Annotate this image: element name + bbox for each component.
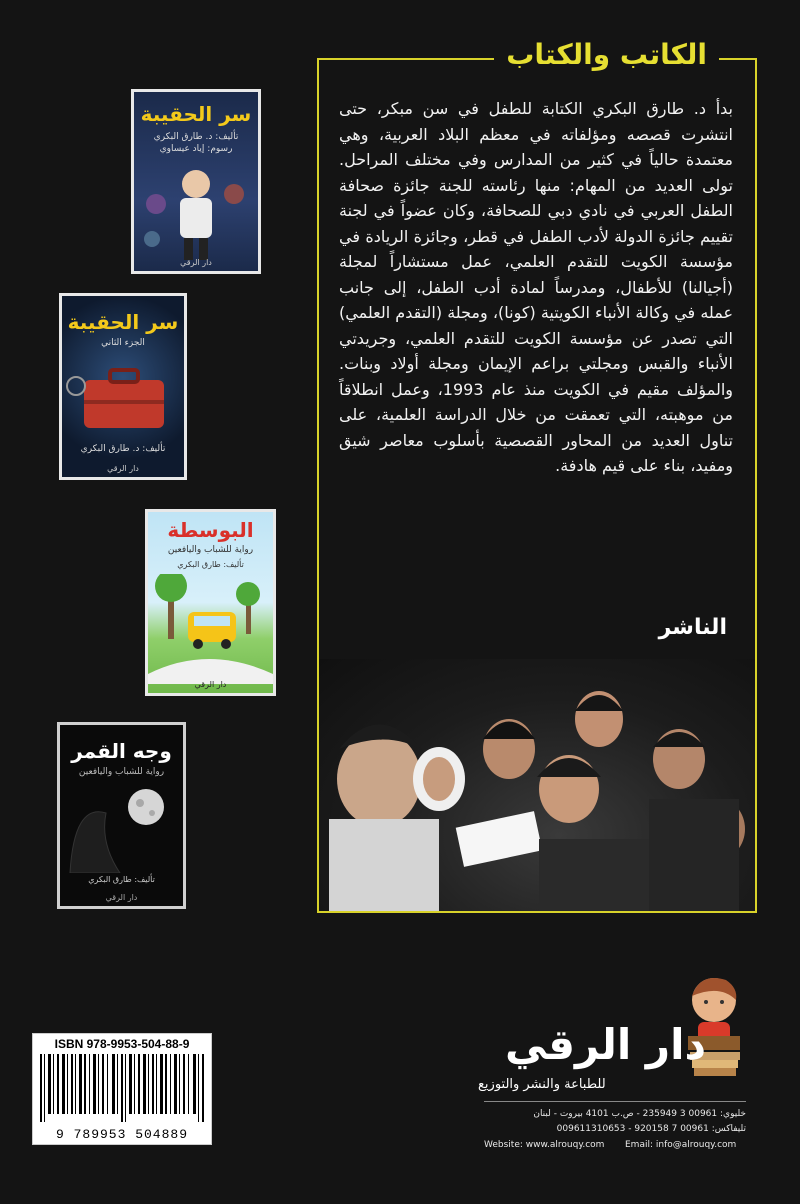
publisher-signature: الناشر [658, 615, 727, 640]
book-title: سر الحقيبة [140, 102, 252, 126]
book-cover-secret-bag-1 [131, 89, 261, 274]
book-illustration [134, 154, 258, 264]
email-link[interactable]: Email: info@alrouqy.com [625, 1140, 737, 1150]
isbn-label: ISBN 978-9953-504-88-9 [54, 1037, 190, 1051]
book-title: البوسطة [167, 518, 254, 542]
book-cover-secret-bag-2 [59, 293, 187, 480]
book-part: الجزء الثاني [101, 338, 145, 348]
book-subtitle: رواية للشباب واليافعين [78, 767, 165, 777]
book-illustrator: رسوم: إياد عيساوي [159, 144, 233, 154]
briefcase-illustration [62, 356, 184, 436]
moon-illustration [60, 783, 183, 873]
website-link[interactable]: Website: www.alrouqy.com [484, 1140, 605, 1150]
book-publisher: دار الرقي [194, 680, 227, 689]
contact-line-1: خليوي: 00961 3 235949 - ص.ب 4101 بيروت - لبنان [533, 1109, 746, 1119]
author-bio: بدأ د. طارق البكري الكتابة للطفل في سن مبكر، حتى انتشرت قصصه ومؤلفاته في معظم البلاد العربية، وهي معتمدة حالياً في كثير من المدارس وفي مختلف المراحل. تولى العديد من المهام: منها رئاسته للجنة جائزة صحافة الطفل العربي في نادي دبي للصحافة، وكان عضواً في لجنة تقييم جائزة الدولة لأدب الطفل في قطر، وجائزة الريادة في مؤسسة الكويت للتقدم العلمي، عمل مستشاراً لمجلة (أجيالنا) للأطفال، ومدرساً لمادة أدب الطفل، إلى جانب عمله في وكالة الأنباء الكويتية (كونا)، ومجلة (التقدم العلمي) التي تصدر عن مؤسسة الكويت للتقدم العلمي، وجريدتي الأنباء والقبس ومجلتي براعم الإيمان ومجلة أولاد وبنات. والمؤلف مقيم في الكويت منذ عام 1993، وعمل انطلاقاً من موهبته، التي تعمقت من خلال الدراسة العلمية، على تناول العديد من المحاور القصصية بأسلوب معاصر شيق ومفيد، بناء على قيم هادفة. [339, 99, 733, 475]
book-publisher: دار الرقي [107, 464, 139, 473]
book-publisher: دار الرقي [105, 893, 138, 902]
isbn-digits: 9 789953 504889 [55, 1127, 189, 1142]
book-cover-moon-face [57, 722, 186, 909]
book-publisher: دار الرقي [180, 258, 212, 267]
students-photo [319, 659, 755, 911]
book-subtitle: رواية للشباب واليافعين [167, 545, 254, 555]
divider [484, 1101, 746, 1102]
book-cover-albosta [145, 509, 276, 696]
book-author: تأليف: د. طارق البكري [153, 132, 239, 142]
isbn-barcode [32, 1033, 212, 1145]
author-panel [317, 38, 757, 913]
yellow-van-illustration [148, 574, 273, 684]
book-author: تأليف: طارق البكري [88, 875, 155, 884]
book-title: وجه القمر [71, 739, 172, 763]
book-author: تأليف: د. طارق البكري [80, 444, 166, 454]
panel-title: الكاتب والكتاب [494, 38, 719, 71]
contact-line-2: تليفاكس: 00961 7 920158 - 009611310653 [556, 1124, 746, 1134]
book-author: تأليف: طارق البكري [177, 560, 244, 569]
book-title: سر الحقيبة [67, 310, 179, 334]
publisher-tagline: للطباعة والنشر والتوزيع [478, 1077, 606, 1092]
barcode-bars [38, 1054, 208, 1122]
publisher-name: دار الرقي [505, 1020, 707, 1069]
